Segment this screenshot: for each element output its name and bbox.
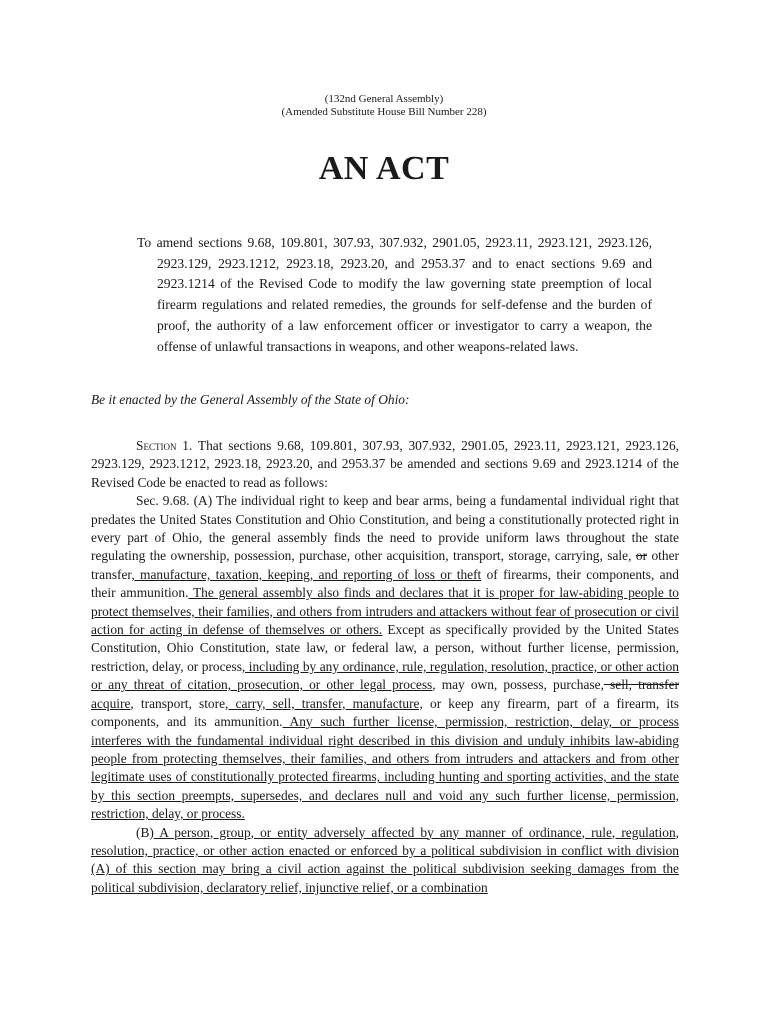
text-run: Except as specifically provided by the United States Constitution, Ohio Constitution, state law, or federal law, a person, without further license, permission, restriction, delay, or process — [91, 622, 679, 674]
enacting-clause: Be it enacted by the General Assembly of the State of Ohio: — [91, 392, 410, 407]
inserted-text: Any such further license, permission, restriction, delay, or process interferes with the fundamental individual right described in this division and unduly inhibits law-abiding people from protecting themselves, their families, and others from intruders and attackers and from other legitimate uses of constitutionally protected firearms, including hunting and sporting activities, and the state by this section preempts, supersedes, and declares null and void any such further license, permission, restriction, delay, or process. — [91, 714, 679, 822]
inserted-text: A person, group, or entity adversely affected by any manner of ordinance, rule, regulation, resolution, practice, or other action enacted or enforced by a political subdivision in conflict with division (A) of this section may bring a civil action against the political subdivision seeking damages from the political subdivision, declaratory relief, injunctive relief, or a combination — [91, 824, 679, 895]
struck-text: or — [635, 548, 648, 564]
bill-line: (Amended Substitute House Bill Number 228) — [281, 106, 487, 118]
section-label: Section — [136, 438, 177, 453]
section-1-paragraph — [91, 437, 679, 492]
act-title: AN ACT — [318, 150, 450, 187]
inserted-text: , carry, sell, transfer, manufacture, — [225, 695, 423, 711]
sec-9-68-b-paragraph — [91, 824, 679, 898]
assembly-line: (132nd General Assembly) — [324, 93, 444, 105]
section-1-text: 1. That sections 9.68, 109.801, 307.93, 307.932, 2901.05, 2923.11, 2923.121, 2923.126, 2923.129, 2923.1212, 2923.18, 2923.20, and 2953.37 be amended and sections 9.69 and 2923.1214 of the Revised Code be enacted to read as follows: — [91, 438, 679, 490]
text-run: , transport, store — [130, 695, 226, 711]
bill-body — [91, 437, 679, 897]
long-title: To amend sections 9.68, 109.801, 307.93, 307.932, 2901.05, 2923.11, 2923.121, 2923.126, 2923.129, 2923.1212, 2923.18, 2923.20, and 2953.37 and to enact sections 9.69 and 2923.1214 of the Revised Code to modify the law governing state preemption of local firearm regulations and related remedies, the grounds for self-defense and the burden of proof, the authority of a law enforcement officer or investigator to carry a weapon, the offense of unlawful transactions in weapons, and other weapons-related laws. — [137, 235, 652, 354]
text-run: other transfer — [91, 548, 679, 582]
inserted-text: acquire — [91, 695, 131, 711]
inserted-text: The general assembly also finds and declares that it is proper for law-abiding people to protect themselves, their families, and others from intruders and attackers without fear of prosecution or civil action for acting in defense of themselves or others. — [91, 585, 680, 638]
inserted-text: , including by any ordinance, rule, regulation, resolution, practice, or other action or any threat of citation, prosecution, or other legal process — [91, 658, 679, 693]
inserted-text: , manufacture, taxation, keeping, and reporting of loss or theft — [131, 566, 482, 582]
text-run: of firearms, their components, and their ammunition. — [91, 566, 679, 601]
struck-text: sell, transfer — [603, 677, 679, 693]
text-run: Sec. 9.68. (A) The individual right to keep and bear arms, being a fundamental individual right that predates the United States Constitution and Ohio Constitution, and being a constitutionally protected right in every part of Ohio, the general assembly finds the need to provide uniform laws throughout the state regulating the ownership, possession, purchase, other acquisition, transport, storage, carrying, sale, — [91, 493, 679, 564]
text-run: (B) — [136, 824, 154, 840]
sec-9-68-a-paragraph — [91, 492, 679, 823]
text-run: , may own, possess, purchase, — [432, 677, 604, 693]
text-run: or keep any firearm, part of a firearm, its components, and its ammunition. — [91, 695, 679, 730]
